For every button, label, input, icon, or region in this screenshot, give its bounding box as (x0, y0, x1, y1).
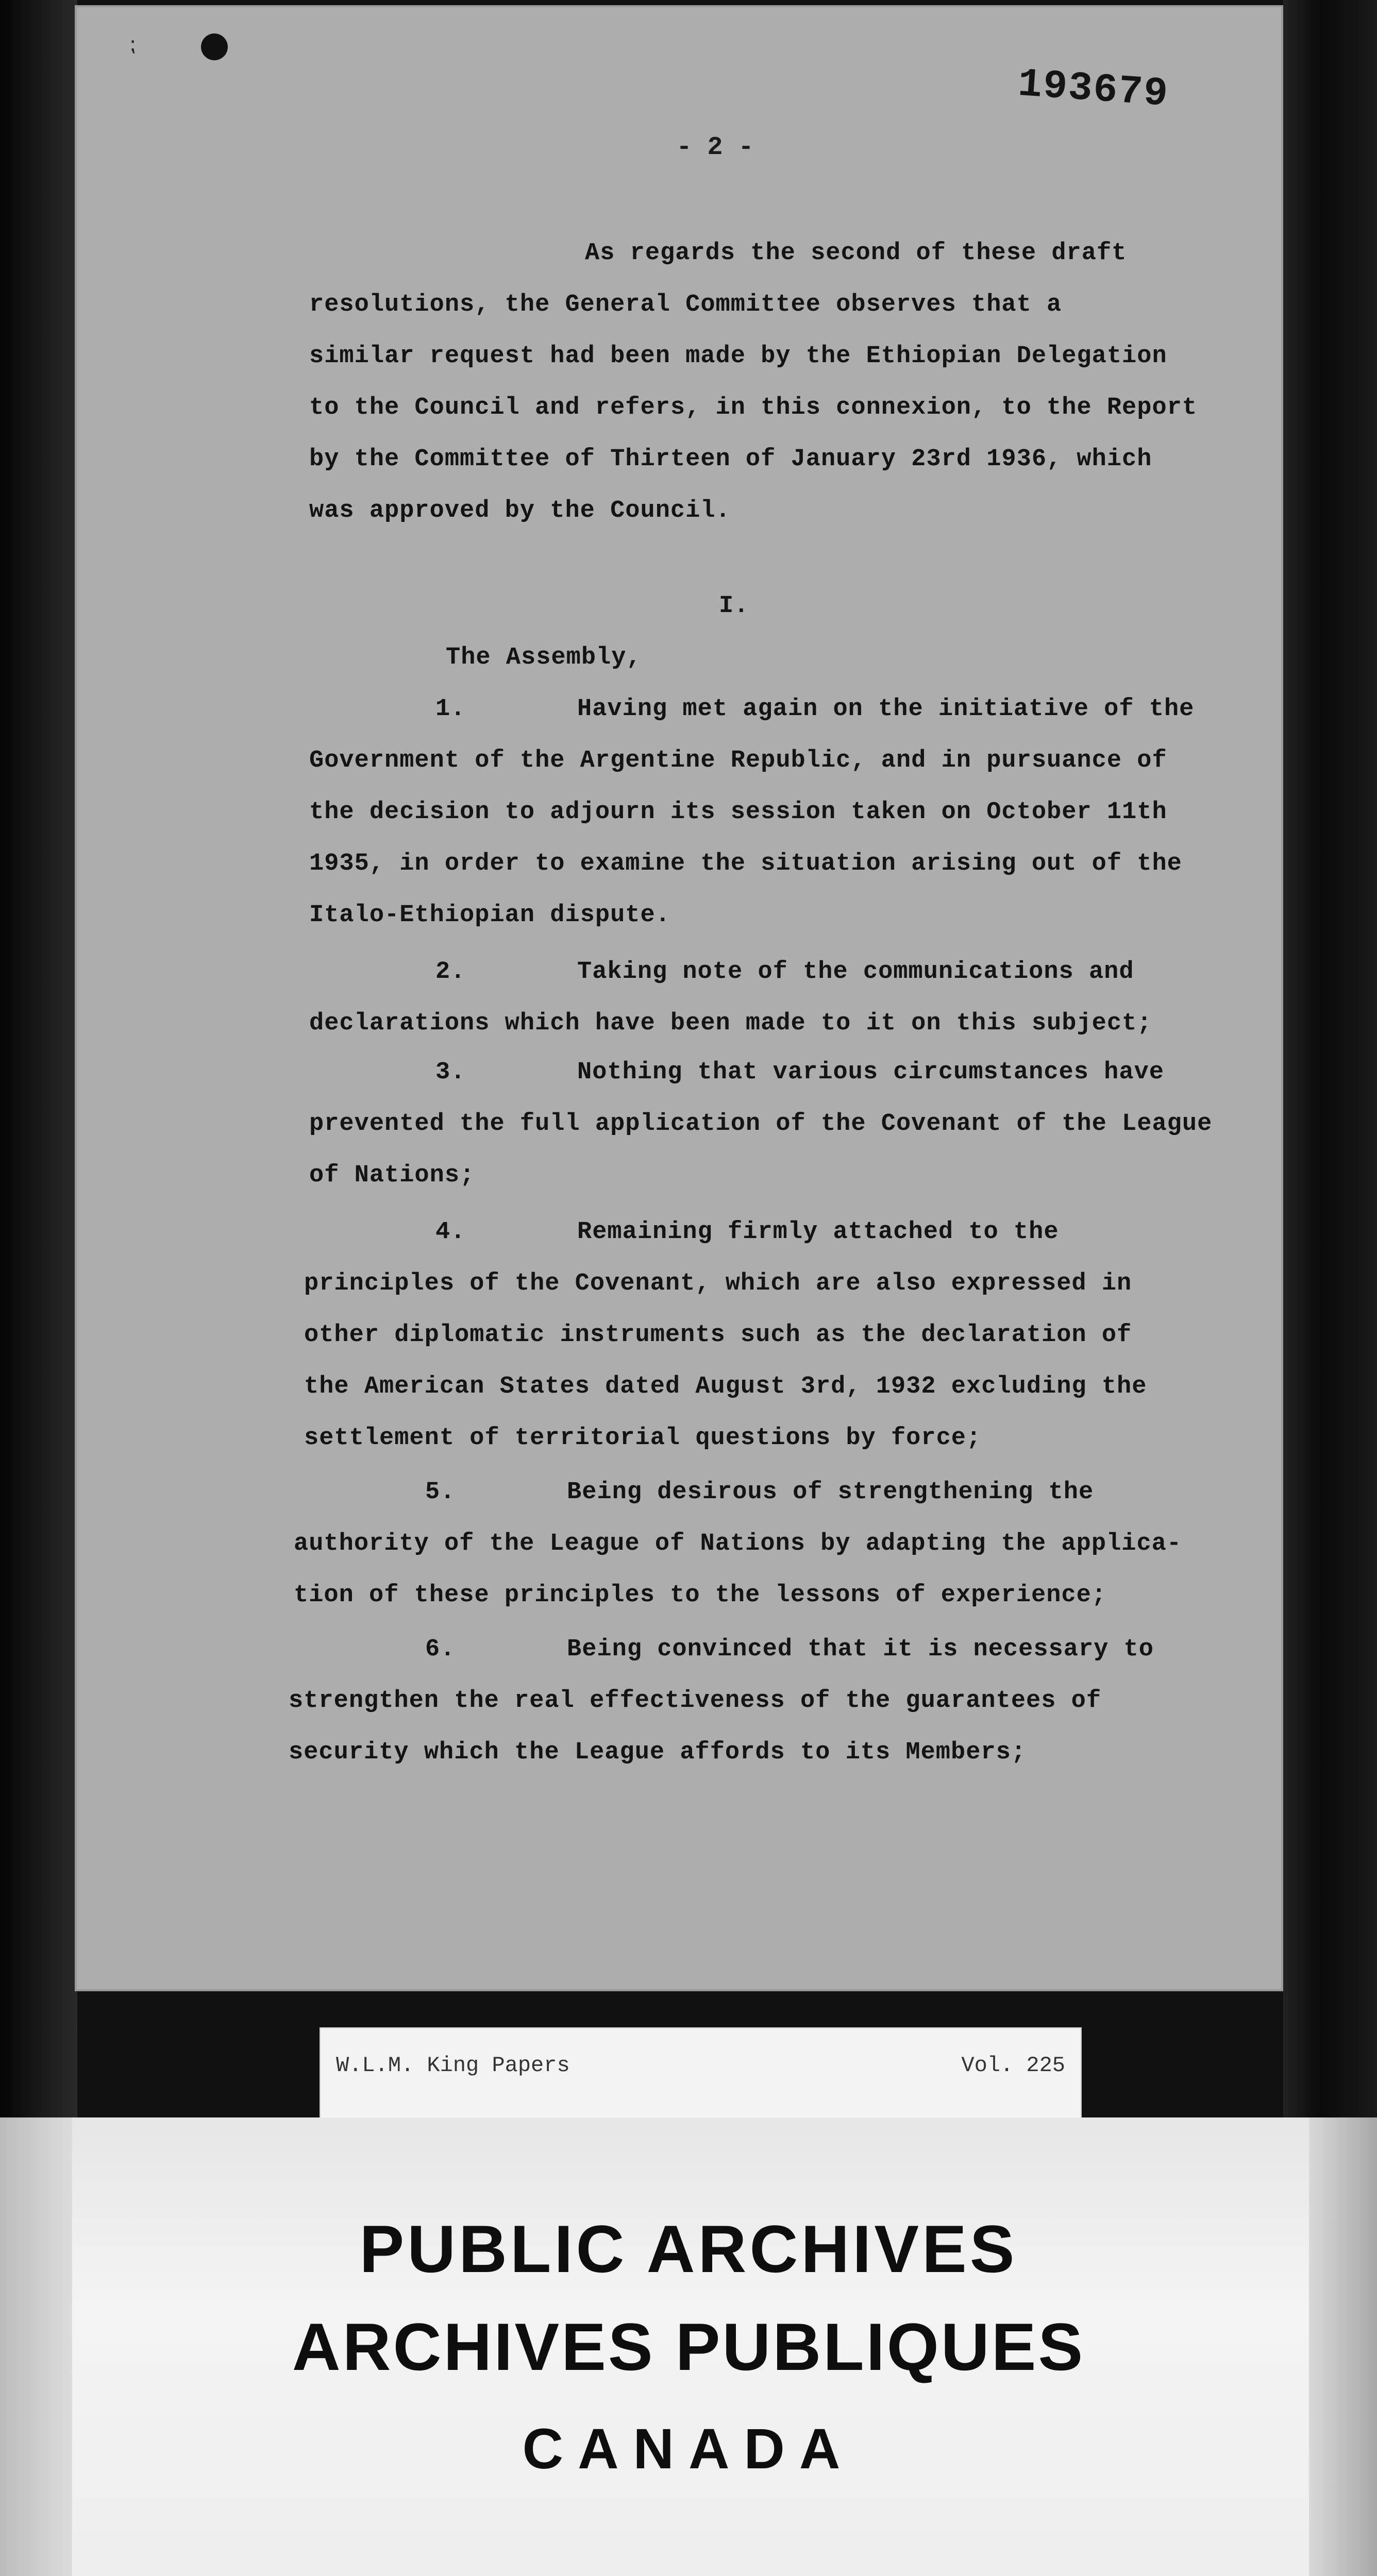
clause-line: Taking note of the communications and (577, 958, 1134, 986)
clause-number: 5. (425, 1479, 456, 1506)
clause-number: 3. (435, 1059, 466, 1086)
clause-line: Being desirous of strengthening the (567, 1479, 1094, 1506)
clause-line: Having met again on the initiative of the (577, 696, 1195, 723)
clause-number: 6. (425, 1636, 456, 1663)
intro-line: by the Committee of Thirteen of January 23rd 1936, which (309, 446, 1152, 473)
clause-line: principles of the Covenant, which are also expressed in (304, 1270, 1132, 1297)
film-frame-left-edge (0, 0, 77, 2117)
banner-title-english: PUBLIC ARCHIVES (359, 2211, 1018, 2286)
section-heading: I. (719, 592, 749, 620)
clause-line: settlement of territorial questions by force; (304, 1425, 982, 1452)
assembly-heading: The Assembly, (446, 644, 642, 671)
film-frame-right-edge (1283, 0, 1377, 2117)
clause-number: 4. (435, 1218, 466, 1246)
banner-title-french: ARCHIVES PUBLIQUES (292, 2309, 1085, 2384)
intro-line: As regards the second of these draft (585, 240, 1127, 267)
clause-line: Remaining firmly attached to the (577, 1218, 1059, 1246)
clause-line: strengthen the real effectiveness of the guarantees of (289, 1687, 1102, 1715)
clause-line: prevented the full application of the Covenant of the League (309, 1110, 1213, 1138)
clause-line: Being convinced that it is necessary to (567, 1636, 1154, 1663)
volume-number: Vol. 225 (961, 2053, 1065, 2078)
clause-line: the American States dated August 3rd, 1932 excluding the (304, 1373, 1147, 1400)
clause-line: Government of the Argentine Republic, and in pursuance of (309, 747, 1167, 774)
intro-line: resolutions, the General Committee observes that a (309, 291, 1062, 318)
collection-label-card (320, 2027, 1082, 2130)
staple-hole-icon (201, 33, 228, 60)
clause-line: authority of the League of Nations by adapting the applica- (294, 1530, 1182, 1557)
collection-name: W.L.M. King Papers (336, 2053, 570, 2078)
clause-number: 2. (435, 958, 466, 986)
clause-line: Italo-Ethiopian dispute. (309, 902, 670, 929)
intro-line: was approved by the Council. (309, 497, 731, 524)
clause-line: security which the League affords to its Members; (289, 1739, 1027, 1766)
punch-mark-icon: ⁏ (129, 35, 136, 58)
clause-line: declarations which have been made to it on this subject; (309, 1010, 1152, 1037)
page-number: - 2 - (676, 133, 754, 162)
archive-stamp-number: 193679 (1016, 61, 1170, 118)
clause-line: other diplomatic instruments such as the declaration of (304, 1321, 1132, 1349)
intro-line: to the Council and refers, in this connexion, to the Report (309, 394, 1198, 421)
document-page (75, 5, 1283, 1991)
clause-line: tion of these principles to the lessons of experience; (294, 1582, 1107, 1609)
clause-line: the decision to adjourn its session taken on October 11th (309, 799, 1167, 826)
clause-line: of Nations; (309, 1162, 475, 1189)
clause-line: 1935, in order to examine the situation arising out of the (309, 850, 1182, 877)
intro-line: similar request had been made by the Ethiopian Delegation (309, 343, 1167, 370)
clause-line: Nothing that various circumstances have (577, 1059, 1164, 1086)
clause-number: 1. (435, 696, 466, 723)
banner-country: CANADA (522, 2417, 855, 2481)
